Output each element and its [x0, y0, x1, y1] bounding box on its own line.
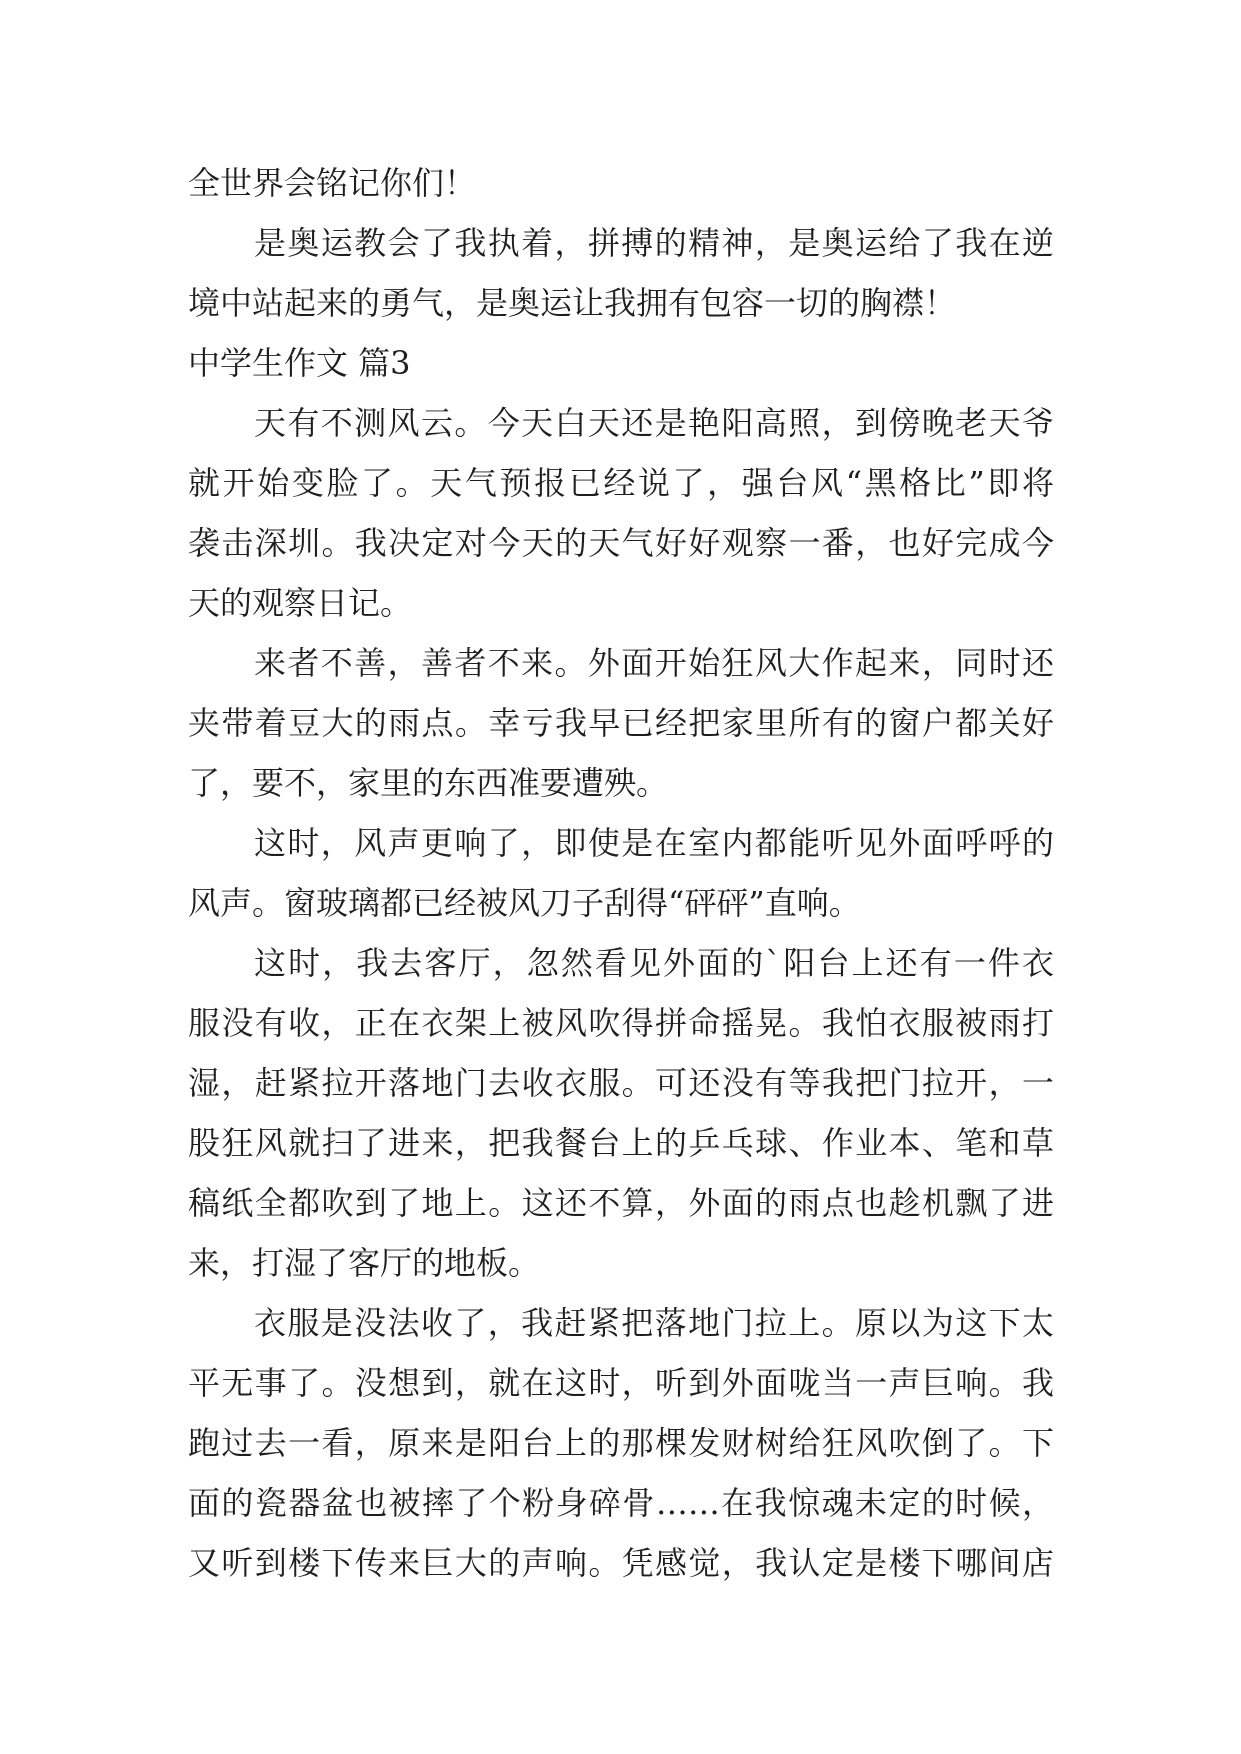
text-line: 这时，我去客厅，忽然看见外面的`阳台上还有一件衣 — [254, 944, 1054, 982]
paragraph — [188, 633, 1054, 813]
paragraph — [188, 153, 1054, 213]
paragraph — [188, 813, 1054, 933]
text-line: 袭击深圳。我决定对今天的天气好好观察一番，也好完成今 — [188, 524, 1054, 562]
section-heading: 中学生作文 篇3 — [188, 344, 411, 382]
text-line: 风声。窗玻璃都已经被风刀子刮得“砰砰”直响。 — [188, 884, 861, 922]
text-line: 股狂风就扫了进来，把我餐台上的乒乓球、作业本、笔和草 — [188, 1124, 1054, 1162]
text-line: 衣服是没法收了，我赶紧把落地门拉上。原以为这下太 — [254, 1304, 1054, 1342]
text-line: 平无事了。没想到，就在这时，听到外面咙当一声巨响。我 — [188, 1364, 1054, 1402]
text-line: 这时，风声更响了，即使是在室内都能听见外面呼呼的 — [254, 824, 1054, 862]
text-line: 来者不善，善者不来。外面开始狂风大作起来，同时还 — [254, 644, 1054, 682]
text-line: 又听到楼下传来巨大的声响。凭感觉，我认定是楼下哪间店 — [188, 1544, 1054, 1582]
paragraph — [188, 933, 1054, 1293]
text-line: 湿，赶紧拉开落地门去收衣服。可还没有等我把门拉开，一 — [188, 1064, 1054, 1102]
paragraph — [188, 1293, 1054, 1593]
text-line: 来，打湿了客厅的地板。 — [188, 1244, 541, 1282]
text-line: 面的瓷器盆也被摔了个粉身碎骨……在我惊魂未定的时候， — [188, 1484, 1054, 1522]
text-line: 是奥运教会了我执着，拼搏的精神，是奥运给了我在逆 — [254, 224, 1054, 262]
text-line: 天的观察日记。 — [188, 584, 413, 622]
text-line: 了，要不，家里的东西准要遭殃。 — [188, 764, 669, 802]
text-line: 服没有收，正在衣架上被风吹得拼命摇晃。我怕衣服被雨打 — [188, 1004, 1054, 1042]
text-line: 就开始变脸了。天气预报已经说了，强台风“黑格比”即将 — [188, 464, 1054, 502]
text-line: 天有不测风云。今天白天还是艳阳高照，到傍晚老天爷 — [254, 404, 1054, 442]
text-line: 境中站起来的勇气，是奥运让我拥有包容一切的胸襟！ — [188, 284, 957, 322]
document-body — [188, 153, 1054, 1593]
text-line: 全世界会铭记你们！ — [188, 164, 477, 202]
text-line: 夹带着豆大的雨点。幸亏我早已经把家里所有的窗户都关好 — [188, 704, 1054, 742]
paragraph — [188, 393, 1054, 633]
text-line: 跑过去一看，原来是阳台上的那棵发财树给狂风吹倒了。下 — [188, 1424, 1054, 1462]
paragraph — [188, 213, 1054, 333]
text-line: 稿纸全都吹到了地上。这还不算，外面的雨点也趁机飘了进 — [188, 1184, 1054, 1222]
